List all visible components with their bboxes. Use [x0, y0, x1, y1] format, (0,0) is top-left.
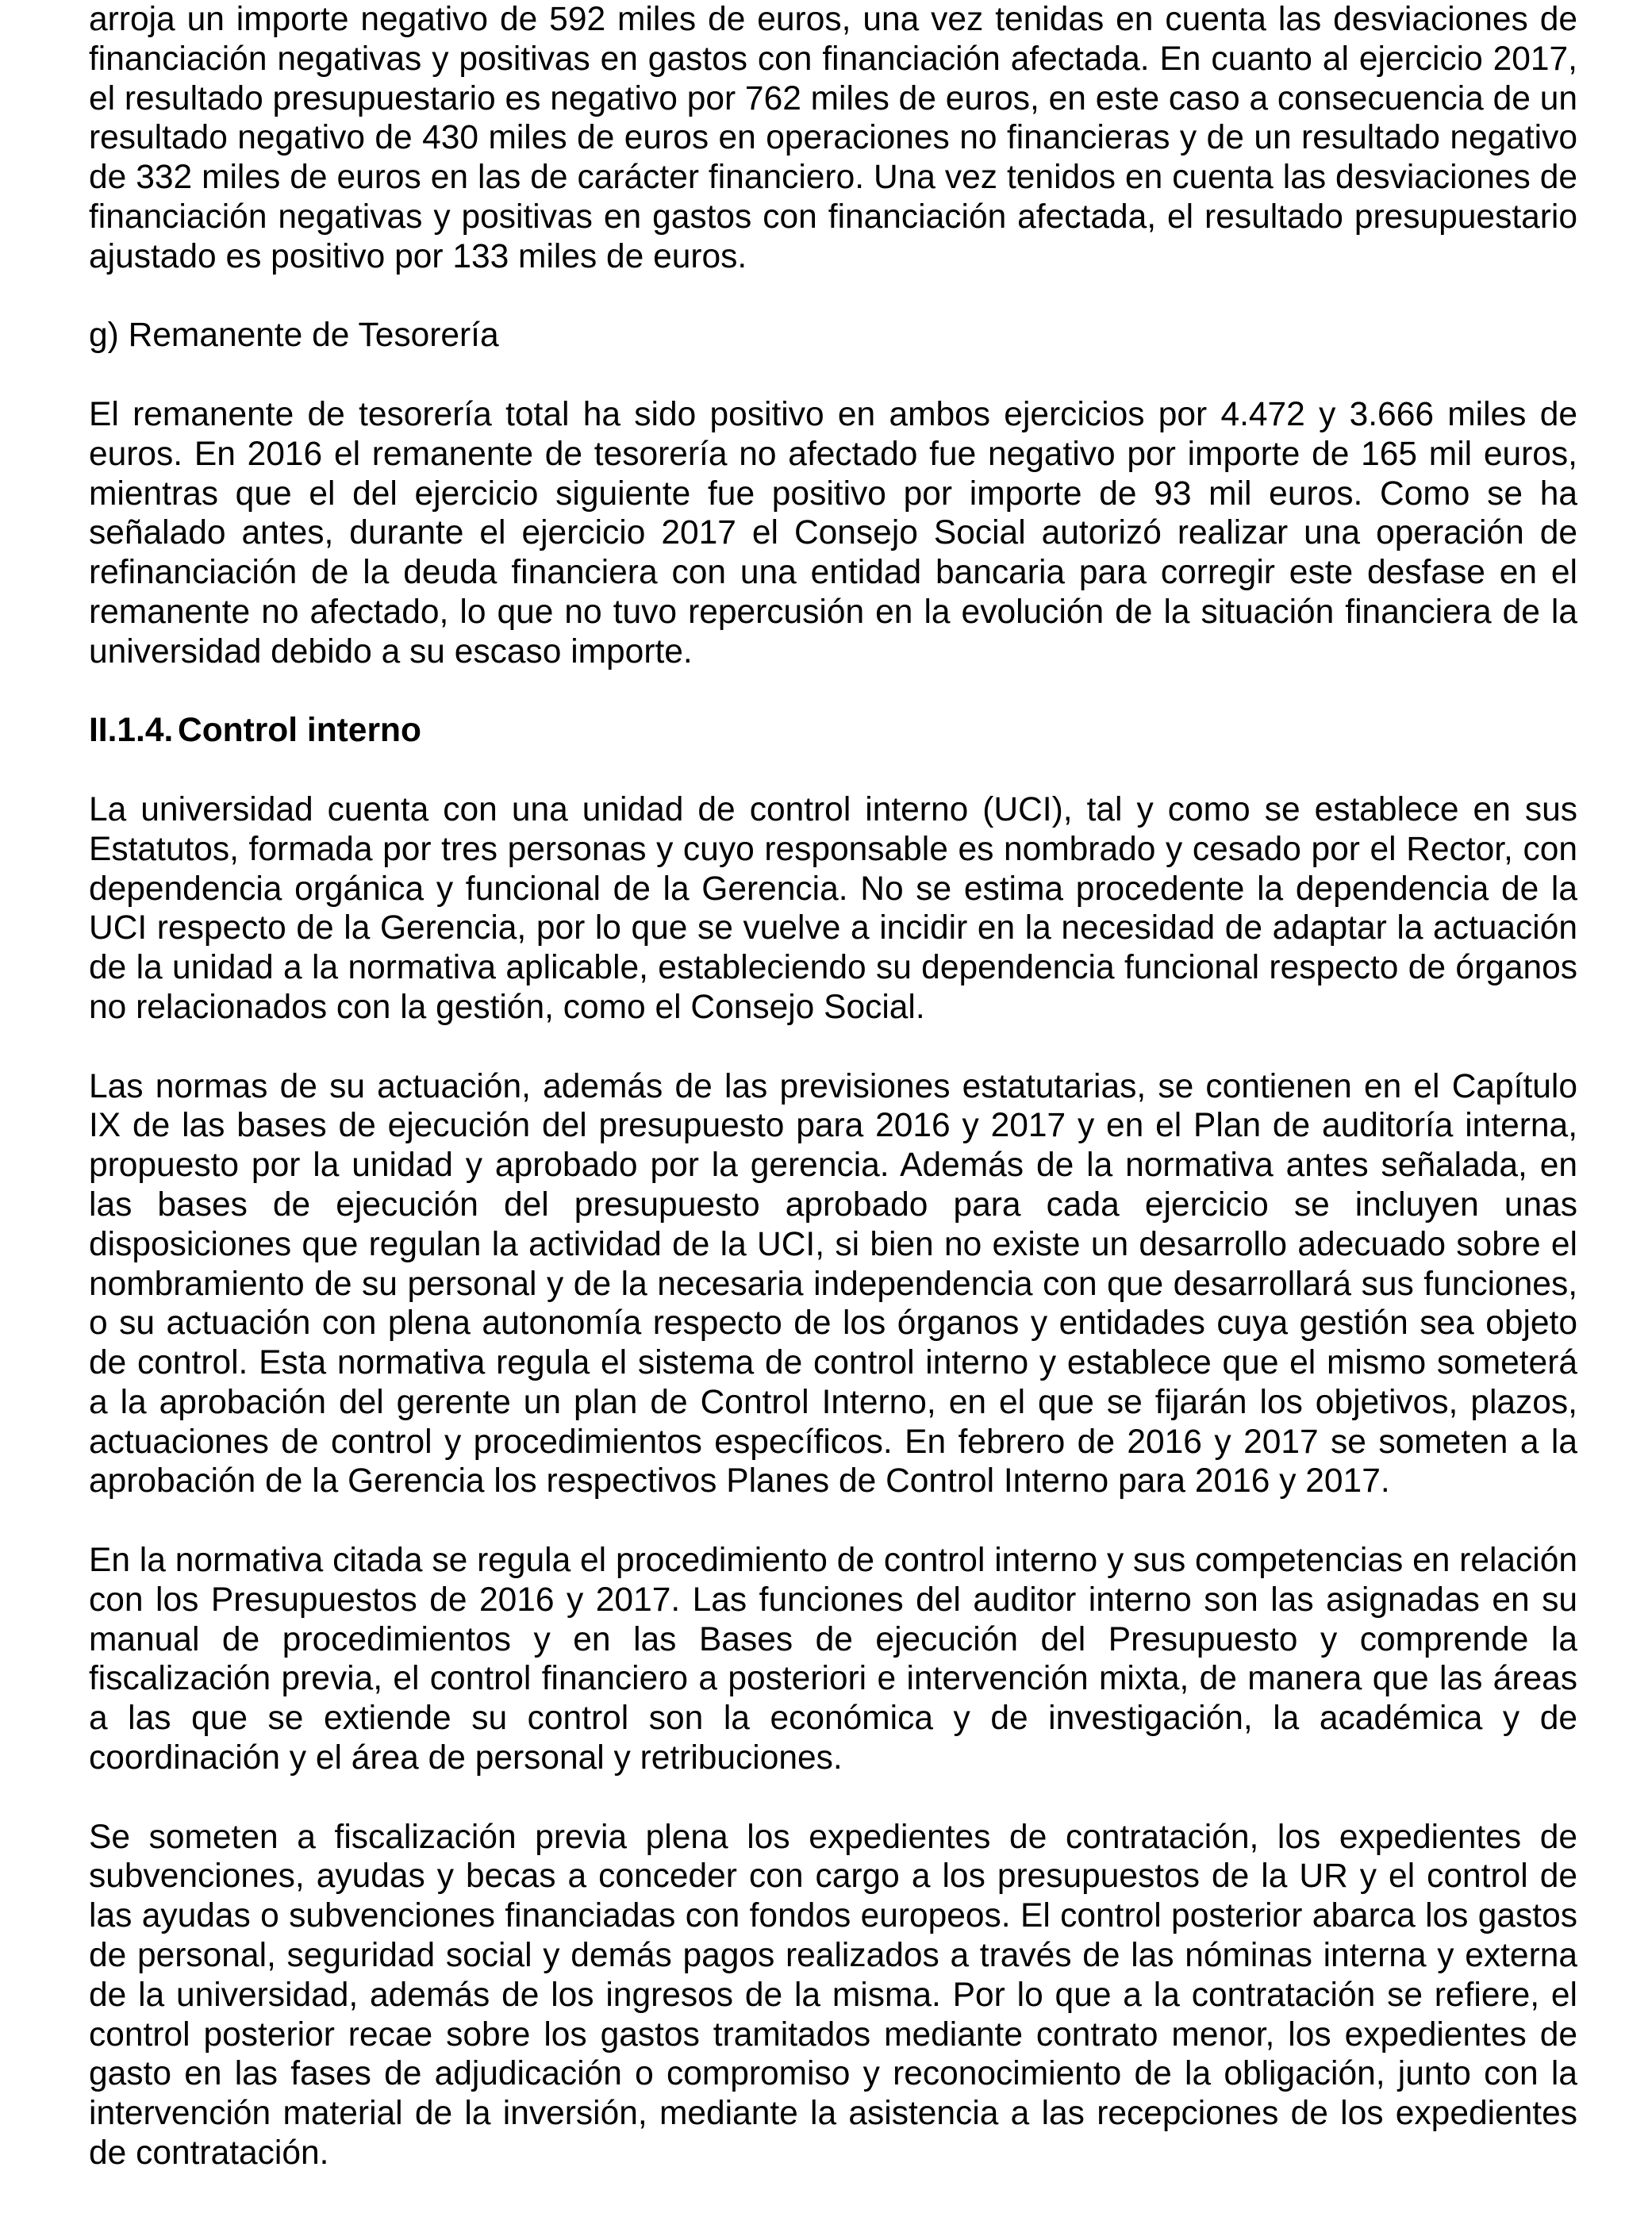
paragraph-unidad-control-interno: La universidad cuenta con una unidad de control interno (UCI), tal y como se establece en sus Estatutos, formada por tres personas y cuyo responsable es nombrado y cesado por el Rector, con dependencia orgánica y funcional de la Gerencia. No se estima procedente la dependencia de la UCI respecto de la Gerencia, por lo que se vuelve a incidir en la necesidad de adaptar la actuación de la unidad a la normativa aplicable, estableciendo su dependencia funcional respecto de órganos no relacionados con la gestión, como el Consejo Social.: [89, 790, 1577, 1026]
subheading-remanente-tesoreria: g) Remanente de Tesorería: [89, 317, 499, 355]
paragraph-normas-actuacion: Las normas de su actuación, además de las previsiones estatutarias, se contienen en el Capítulo IX de las bases de ejecución del presupuesto para 2016 y 2017 y en el Plan de auditoría interna, propuesto por la unidad y aprobado por la gerencia. Además de la normativa antes señalada, en las bases de ejecución del presupuesto aprobado para cada ejercicio se incluyen unas disposiciones que regulan la actividad de la UCI, si bien no existe un desarrollo adecuado sobre el nombramiento de su personal y de la necesaria independencia con que desarrollará sus funciones, o su actuación con plena autonomía respecto de los órganos y entidades cuya gestión sea objeto de control. Esta normativa regula el sistema de control interno y establece que el mismo someterá a la aprobación del gerente un plan de Control Interno, en el que se fijarán los objetivos, plazos, actuaciones de control y procedimientos específicos. En febrero de 2016 y 2017 se someten a la aprobación de la Gerencia los respectivos Planes de Control Interno para 2016 y 2017.: [89, 1067, 1577, 1500]
document-body: [89, 0, 1577, 2213]
section-number: II.1.4.: [89, 712, 174, 750]
paragraph-fiscalizacion-previa: Se someten a fiscalización previa plena los expedientes de contratación, los expedientes de subvenciones, ayudas y becas a conceder con cargo a los presupuestos de la UR y el control de las ayudas o subvenciones financiadas con fondos europeos. El control posterior abarca los gastos de personal, seguridad social y demás pagos realizados a través de las nóminas interna y externa de la universidad, además de los ingresos de la misma. Por lo que a la contratación se refiere, el control posterior recae sobre los gastos tramitados mediante contrato menor, los expedientes de gasto en las fases de adjudicación o compromiso y reconocimiento de la obligación, junto con la intervención material de la inversión, mediante la asistencia a las recepciones de los expedientes de contratación.: [89, 1818, 1577, 2173]
paragraph-remanente-tesoreria: El remanente de tesorería total ha sido positivo en ambos ejercicios por 4.472 y 3.666 miles de euros. En 2016 el remanente de tesorería no afectado fue negativo por importe de 165 mil euros, mientras que el del ejercicio siguiente fue positivo por importe de 93 mil euros. Como se ha señalado antes, durante el ejercicio 2017 el Consejo Social autorizó realizar una operación de refinanciación de la deuda financiera con una entidad bancaria para corregir este desfase en el remanente no afectado, lo que no tuvo repercusión en la evolución de la situación financiera de la universidad debido a su escaso importe.: [89, 395, 1577, 670]
section-heading-control-interno: [89, 711, 1577, 751]
section-title: Control interno: [178, 712, 421, 750]
paragraph-normativa-citada: En la normativa citada se regula el procedimiento de control interno y sus competencias en relación con los Presupuestos de 2016 y 2017. Las funciones del auditor interno son las asignadas en su manual de procedimientos y en las Bases de ejecución del Presupuesto y comprende la fiscalización previa, el control financiero a posteriori e intervención mixta, de manera que las áreas a las que se extiende su control son la económica y de investigación, la académica y de coordinación y el área de personal y retribuciones.: [89, 1542, 1577, 1777]
paragraph-resultado-presupuestario: arroja un importe negativo de 592 miles de euros, una vez tenidas en cuenta las desviaciones de financiación negativas y positivas en gastos con financiación afectada. En cuanto al ejercicio 2017, el resultado presupuestario es negativo por 762 miles de euros, en este caso a consecuencia de un resultado negativo de 430 miles de euros en operaciones no financieras y de un resultado negativo de 332 miles de euros en las de carácter financiero. Una vez tenidos en cuenta las desviaciones de financiación negativas y positivas en gastos con financiación afectada, el resultado presupuestario ajustado es positivo por 133 miles de euros.: [89, 1, 1577, 275]
